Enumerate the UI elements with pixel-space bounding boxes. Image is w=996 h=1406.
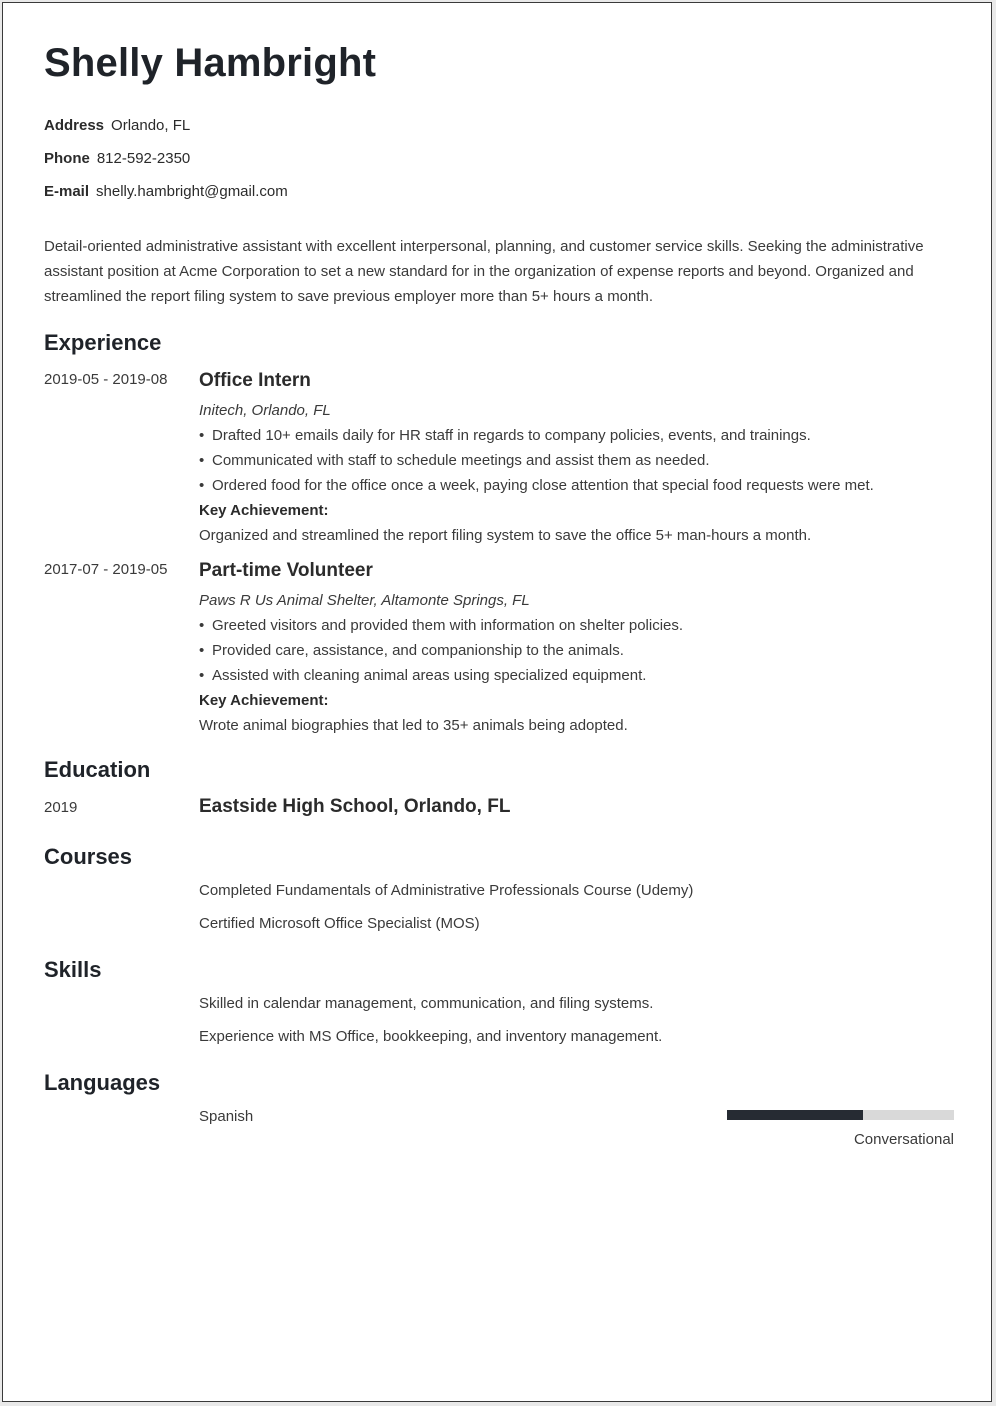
skills-heading: Skills (44, 957, 102, 982)
email-label: E-mail (44, 183, 90, 200)
job-company: Paws R Us Animal Shelter, Altamonte Springs, FL (199, 592, 530, 609)
courses-heading: Courses (44, 844, 133, 869)
job-bullet: • Drafted 10+ emails daily for HR staff in regards to company policies, events, and trainings. (199, 423, 954, 448)
job-bullet: • Greeted visitors and provided them with information on shelter policies. (199, 613, 954, 638)
job-company: Initech, Orlando, FL (199, 402, 331, 419)
language-level: Conversational (853, 1131, 954, 1148)
job-entry (199, 369, 954, 548)
phone-label: Phone (44, 150, 90, 167)
key-achievement-text: Wrote animal biographies that led to 35+ animals being adopted. (199, 717, 628, 734)
education-school: Eastside High School, Orlando, FL (199, 796, 511, 817)
contact-address (44, 117, 190, 134)
key-achievement-label: Key Achievement: (199, 502, 329, 519)
job-title: Office Intern (199, 370, 311, 391)
email-value: shelly.hambright@gmail.com (96, 183, 288, 200)
job-dates: 2019-05 - 2019-08 (44, 371, 168, 388)
address-label: Address (44, 117, 105, 134)
experience-heading: Experience (44, 330, 162, 355)
phone-value: 812-592-2350 (96, 150, 191, 167)
language-name: Spanish (199, 1108, 254, 1125)
course-item: Certified Microsoft Office Specialist (MOS) (199, 915, 480, 932)
job-bullet: • Ordered food for the office once a week, paying close attention that special food requests were met. (199, 473, 954, 498)
key-achievement-text: Organized and streamlined the report filing system to save the office 5+ man-hours a month. (199, 527, 812, 544)
language-proficiency-fill (727, 1110, 863, 1120)
address-value: Orlando, FL (111, 117, 191, 134)
education-year: 2019 (44, 799, 78, 816)
job-bullet: • Provided care, assistance, and companionship to the animals. (199, 638, 954, 663)
job-dates: 2017-07 - 2019-05 (44, 561, 168, 578)
job-title: Part-time Volunteer (199, 560, 373, 581)
professional-summary: Detail-oriented administrative assistant with excellent interpersonal, planning, and customer service skills. Seeking the administrative assistant position at Acme Corporation to set a new standard for in the organization of expense reports and beyond. Organized and streamlined the report filing system to save previous employer more than 5+ hours a month. (44, 238, 924, 305)
language-proficiency-bar (727, 1110, 954, 1120)
resume-page (2, 2, 992, 1402)
key-achievement-label: Key Achievement: (199, 692, 329, 709)
contact-phone (44, 150, 190, 167)
job-entry (199, 559, 954, 738)
skill-item: Experience with MS Office, bookkeeping, and inventory management. (199, 1028, 663, 1045)
course-item: Completed Fundamentals of Administrative Professionals Course (Udemy) (199, 882, 694, 899)
job-bullet: • Communicated with staff to schedule meetings and assist them as needed. (199, 448, 954, 473)
candidate-name: Shelly Hambright (44, 41, 377, 85)
job-bullet: • Assisted with cleaning animal areas using specialized equipment. (199, 663, 954, 688)
skill-item: Skilled in calendar management, communication, and filing systems. (199, 995, 654, 1012)
languages-heading: Languages (44, 1070, 161, 1095)
contact-email (44, 183, 288, 200)
education-heading: Education (44, 757, 151, 782)
